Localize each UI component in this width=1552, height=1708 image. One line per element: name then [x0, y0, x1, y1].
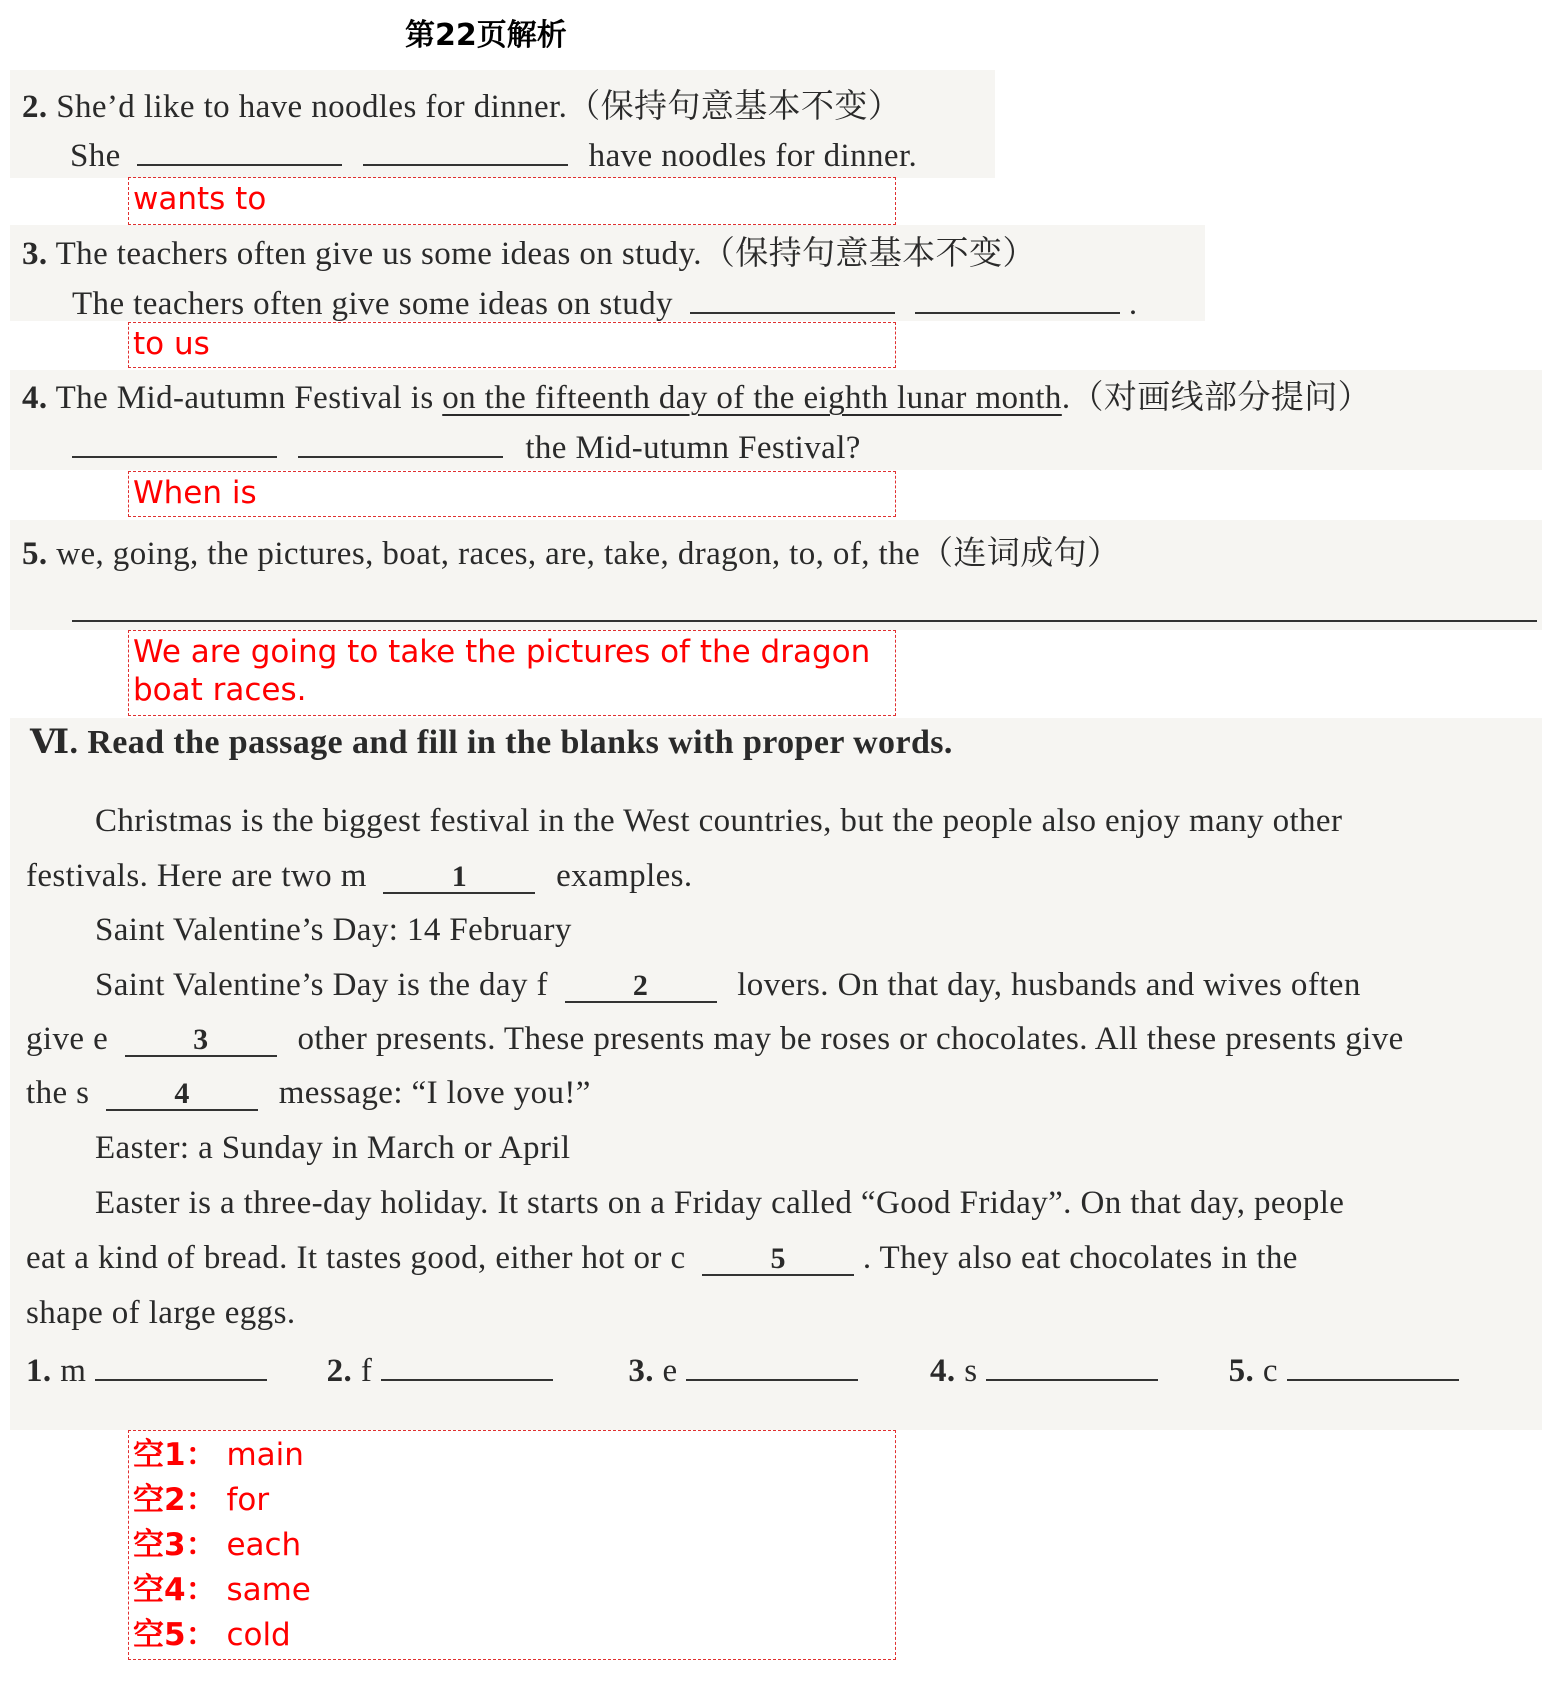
- question-2-line2: [70, 134, 917, 175]
- item-letter: e: [662, 1353, 678, 1389]
- passage-line: [26, 1021, 1404, 1058]
- passage-text: examples.: [556, 858, 693, 894]
- sentence-start: The teachers often give some ideas on study: [72, 286, 673, 322]
- question-text: we, going, the pictures, boat, races, are, take, dragon, to, of, the（连词成句）: [56, 536, 1121, 572]
- answer-blank: [137, 134, 342, 166]
- subtitle-easter: Easter: a Sunday in March or April: [95, 1130, 571, 1166]
- sentence-end: the Mid-utumn Festival?: [525, 430, 861, 466]
- passage-line: Easter is a three-day holiday. It starts on a Friday called “Good Friday”. On that day, people: [95, 1185, 1345, 1221]
- subtitle-valentine: Saint Valentine’s Day: 14 February: [95, 912, 572, 948]
- question-number: 2.: [22, 89, 48, 125]
- item-number: 3.: [628, 1353, 654, 1389]
- blank-2: 2: [565, 971, 717, 1003]
- passage-text: Saint Valentine’s Day is the day f: [95, 967, 548, 1003]
- item-letter: m: [60, 1353, 87, 1389]
- item-number: 1.: [26, 1353, 52, 1389]
- section-title: Read the passage and fill in the blanks with proper words.: [87, 724, 953, 761]
- item-number: 2.: [326, 1353, 353, 1389]
- passage-text: the s: [26, 1075, 90, 1111]
- question-number: 5.: [22, 536, 48, 572]
- answer-blank: [690, 282, 895, 314]
- answer-value: main: [226, 1437, 304, 1473]
- item-letter: c: [1262, 1353, 1278, 1389]
- passage-line: [26, 1075, 591, 1112]
- answer-blank: [95, 1349, 267, 1381]
- answer-item: [133, 1613, 891, 1658]
- question-2-line1: [22, 80, 901, 127]
- answer-row-item: [1229, 1349, 1459, 1390]
- answer-key: 空1：: [133, 1437, 217, 1473]
- answer-value: for: [226, 1482, 270, 1518]
- passage-line: [95, 967, 1361, 1004]
- answer-blank: [363, 134, 568, 166]
- blank-4: 4: [106, 1079, 258, 1111]
- sentence-end: have noodles for dinner.: [588, 138, 918, 174]
- answer-key: 空2：: [133, 1482, 217, 1518]
- answer-text: to us: [133, 326, 210, 362]
- answer-row-item: [327, 1349, 620, 1390]
- passage-line: [26, 1240, 1298, 1277]
- answer-box-q5: [128, 630, 896, 716]
- answer-key: 空5：: [133, 1617, 217, 1653]
- answer-blank: [298, 426, 503, 458]
- answer-row-item: [26, 1349, 318, 1390]
- answer-text: When is: [133, 475, 257, 511]
- blank-3: 3: [125, 1025, 277, 1057]
- blank-5: 5: [702, 1244, 854, 1276]
- answer-blank: [72, 426, 277, 458]
- passage-text: festivals. Here are two m: [26, 858, 367, 894]
- question-3-line2: [72, 282, 1138, 323]
- sentence-end: .: [1128, 286, 1138, 322]
- answer-blank: [1287, 1349, 1459, 1381]
- answer-key: 空3：: [133, 1527, 217, 1563]
- answer-box-q2: [128, 177, 896, 225]
- underlined-phrase: on the fifteenth day of the eighth lunar month: [442, 380, 1062, 416]
- answer-box-section-6: [128, 1430, 896, 1660]
- question-number: 3.: [22, 236, 48, 272]
- answer-text: wants to: [133, 181, 267, 217]
- question-5-line1: [22, 527, 1120, 574]
- answer-item: [133, 1433, 891, 1478]
- passage-text: give e: [26, 1021, 109, 1057]
- question-3-line1: [22, 227, 1036, 274]
- answer-blank: [381, 1349, 553, 1381]
- answer-row: [26, 1349, 1459, 1390]
- item-number: 4.: [929, 1353, 956, 1389]
- question-text: The Mid-autumn Festival is: [55, 380, 443, 416]
- answer-blank: [686, 1349, 858, 1381]
- passage-line: shape of large eggs.: [26, 1295, 296, 1331]
- item-number: 5.: [1228, 1353, 1255, 1389]
- question-number: 4.: [22, 380, 48, 416]
- question-text: She’d like to have noodles for dinner.（保持句意基本不变）: [56, 89, 902, 125]
- answer-text: We are going to take the pictures of the dragon boat races.: [133, 634, 871, 708]
- answer-line: [72, 620, 1537, 622]
- item-letter: f: [360, 1353, 373, 1389]
- answer-item: [133, 1523, 891, 1568]
- blank-1: 1: [383, 862, 535, 894]
- item-letter: s: [964, 1353, 978, 1389]
- answer-value: same: [226, 1572, 311, 1608]
- answer-blank: [915, 282, 1120, 314]
- answer-value: each: [226, 1527, 302, 1563]
- question-text-end: .（对画线部分提问）: [1061, 380, 1372, 416]
- answer-item: [133, 1478, 891, 1523]
- answer-item: [133, 1568, 891, 1613]
- passage-text: message: “I love you!”: [278, 1075, 591, 1111]
- answer-key: 空4：: [133, 1572, 217, 1608]
- passage-line: Christmas is the biggest festival in the West countries, but the people also enjoy many other: [95, 803, 1343, 839]
- sentence-start: She: [70, 138, 121, 174]
- answer-box-q3: [128, 322, 896, 368]
- section-number: Ⅵ.: [30, 724, 79, 761]
- answer-row-item: [628, 1349, 921, 1390]
- answer-blank: [986, 1349, 1158, 1381]
- page-title: 第22页解析: [405, 18, 567, 53]
- question-4-line1: [22, 371, 1371, 418]
- passage-line: [26, 858, 693, 895]
- answer-row-item: [930, 1349, 1220, 1390]
- passage-text: lovers. On that day, husbands and wives often: [737, 967, 1361, 1003]
- question-text: The teachers often give us some ideas on study.（保持句意基本不变）: [55, 236, 1036, 272]
- passage-text: . They also eat chocolates in the: [862, 1240, 1298, 1276]
- answer-value: cold: [226, 1617, 291, 1653]
- question-4-line2: [72, 426, 861, 467]
- answer-box-q4: [128, 471, 896, 517]
- section-heading: [30, 722, 953, 762]
- passage-text: eat a kind of bread. It tastes good, either hot or c: [26, 1240, 686, 1276]
- passage-text: other presents. These presents may be roses or chocolates. All these presents give: [297, 1021, 1404, 1057]
